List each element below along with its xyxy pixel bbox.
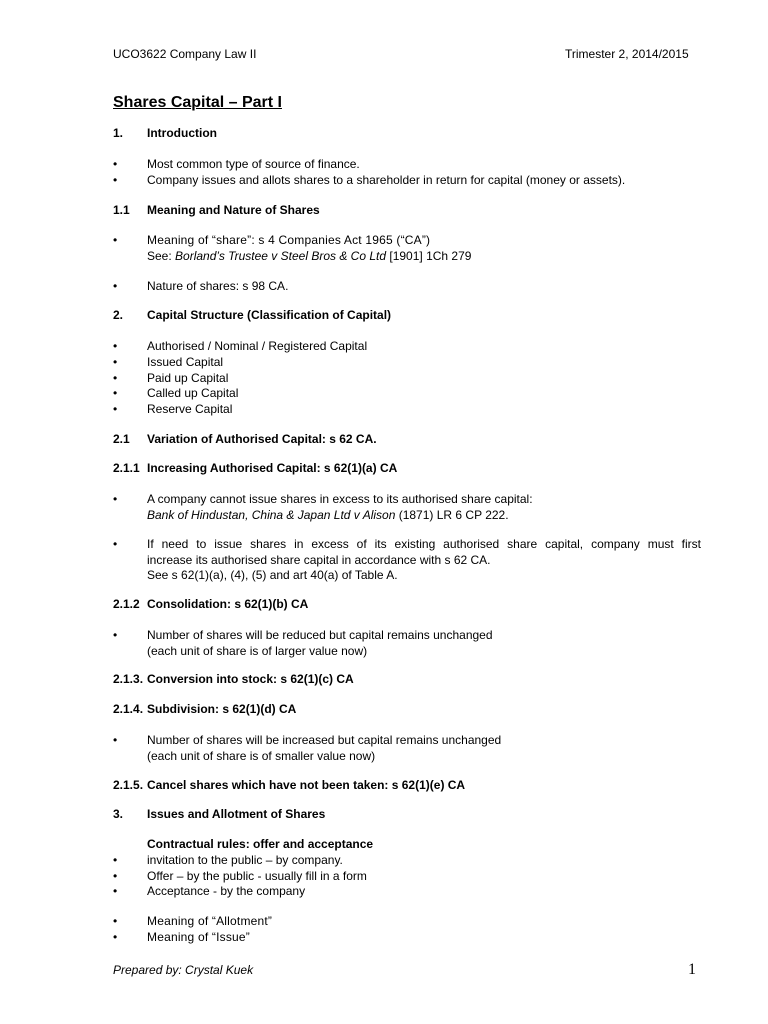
- bullet-icon: •: [113, 173, 118, 187]
- bullet-text: If need to issue shares in excess of its existing authorised share capital, company must first: [147, 537, 701, 551]
- section-label: Issues and Allotment of Shares: [147, 807, 326, 821]
- bullet-icon: •: [113, 339, 118, 353]
- bullet-icon: •: [113, 233, 118, 247]
- section-label: Meaning and Nature of Shares: [147, 203, 320, 217]
- section-2-1-3-heading: [113, 672, 354, 688]
- bullet-text: Meaning of “share”: s 4 Companies Act 1965 (“CA”): [147, 233, 431, 247]
- bullet-text: Paid up Capital: [147, 371, 229, 385]
- section-number: 2.1.5.: [113, 778, 144, 792]
- section-label: Increasing Authorised Capital: s 62(1)(a) CA: [147, 461, 398, 475]
- bullet-text: Nature of shares: s 98 CA.: [147, 279, 289, 293]
- bullet-text: invitation to the public – by company.: [147, 853, 343, 867]
- bullet-text: (each unit of share is of smaller value now): [147, 748, 376, 763]
- bullet-icon: •: [113, 537, 118, 551]
- term-header: Trimester 2, 2014/2015: [565, 47, 689, 61]
- section-label: Introduction: [147, 126, 217, 140]
- section-number: 1.: [113, 126, 124, 140]
- bullet-text: A company cannot issue shares in excess to its authorised share capital:: [147, 492, 533, 506]
- bullet-text: Number of shares will be increased but capital remains unchanged: [147, 733, 502, 747]
- subheading: Contractual rules: offer and acceptance: [147, 837, 374, 851]
- section-2-heading: [113, 308, 391, 324]
- section-label: Variation of Authorised Capital: s 62 CA.: [147, 432, 377, 446]
- bullet-text: Offer – by the public - usually fill in a form: [147, 869, 367, 883]
- bullet-text: Authorised / Nominal / Registered Capital: [147, 339, 368, 353]
- bullet-text: Reserve Capital: [147, 402, 233, 416]
- section-number: 2.1.3.: [113, 672, 144, 686]
- bullet-icon: •: [113, 884, 118, 898]
- bullet-text: Most common type of source of finance.: [147, 157, 360, 171]
- section-2-1-1-heading: [113, 461, 397, 477]
- section-number: 2.1.1: [113, 461, 140, 475]
- case-reference: Bank of Hindustan, China & Japan Ltd v Alison (1871) LR 6 CP 222.: [147, 507, 509, 522]
- bullet-icon: •: [113, 492, 118, 506]
- section-number: 2.1: [113, 432, 130, 446]
- section-label: Capital Structure (Classification of Capital): [147, 308, 392, 322]
- section-label: Consolidation: s 62(1)(b) CA: [147, 597, 309, 611]
- bullet-icon: •: [113, 386, 118, 400]
- bullet-text: Number of shares will be reduced but capital remains unchanged: [147, 628, 493, 642]
- bullet-icon: •: [113, 371, 118, 385]
- section-label: Conversion into stock: s 62(1)(c) CA: [147, 672, 354, 686]
- section-3-heading: [113, 807, 325, 823]
- bullet-icon: •: [113, 279, 118, 293]
- case-reference: See: Borland’s Trustee v Steel Bros & Co Ltd [1901] 1Ch 279: [147, 248, 472, 263]
- bullet-icon: •: [113, 402, 118, 416]
- page-number: 1: [688, 961, 696, 978]
- bullet-text: See s 62(1)(a), (4), (5) and art 40(a) of Table A.: [147, 568, 398, 582]
- bullet-text: Company issues and allots shares to a shareholder in return for capital (money or assets).: [147, 173, 626, 187]
- section-number: 3.: [113, 807, 124, 821]
- section-2-1-5-heading: [113, 778, 465, 794]
- case-name: Bank of Hindustan, China & Japan Ltd v Alison: [147, 507, 396, 522]
- bullet-text: increase its authorised share capital in accordance with s 62 CA.: [147, 552, 491, 567]
- bullet-icon: •: [113, 930, 118, 944]
- section-2-1-4-heading: [113, 702, 296, 718]
- bullet-icon: •: [113, 157, 118, 171]
- section-number: 2.: [113, 308, 124, 322]
- section-number: 2.1.4.: [113, 702, 144, 716]
- bullet-text: (each unit of share is of larger value now): [147, 643, 368, 658]
- bullet-icon: •: [113, 628, 118, 642]
- page-title: Shares Capital – Part I: [113, 94, 282, 111]
- section-1-1-heading: [113, 203, 320, 219]
- bullet-text: Acceptance - by the company: [147, 884, 306, 898]
- bullet-icon: •: [113, 355, 118, 369]
- course-header: UCO3622 Company Law II: [113, 47, 257, 61]
- section-1-heading: [113, 126, 217, 142]
- bullet-text: Called up Capital: [147, 386, 239, 400]
- bullet-icon: •: [113, 853, 118, 867]
- bullet-text: Issued Capital: [147, 355, 224, 369]
- case-name: Borland’s Trustee v Steel Bros & Co Ltd: [175, 248, 387, 263]
- section-2-1-heading: [113, 432, 377, 448]
- section-label: Subdivision: s 62(1)(d) CA: [147, 702, 297, 716]
- section-label: Cancel shares which have not been taken: s 62(1)(e) CA: [147, 778, 466, 792]
- bullet-icon: •: [113, 869, 118, 883]
- section-2-1-2-heading: [113, 597, 308, 613]
- prepared-by-footer: Prepared by: Crystal Kuek: [113, 963, 254, 977]
- bullet-text: Meaning of “Issue”: [147, 930, 250, 944]
- section-number: 2.1.2: [113, 597, 140, 611]
- bullet-text: Meaning of “Allotment”: [147, 914, 273, 928]
- bullet-icon: •: [113, 914, 118, 928]
- section-number: 1.1: [113, 203, 130, 217]
- bullet-icon: •: [113, 733, 118, 747]
